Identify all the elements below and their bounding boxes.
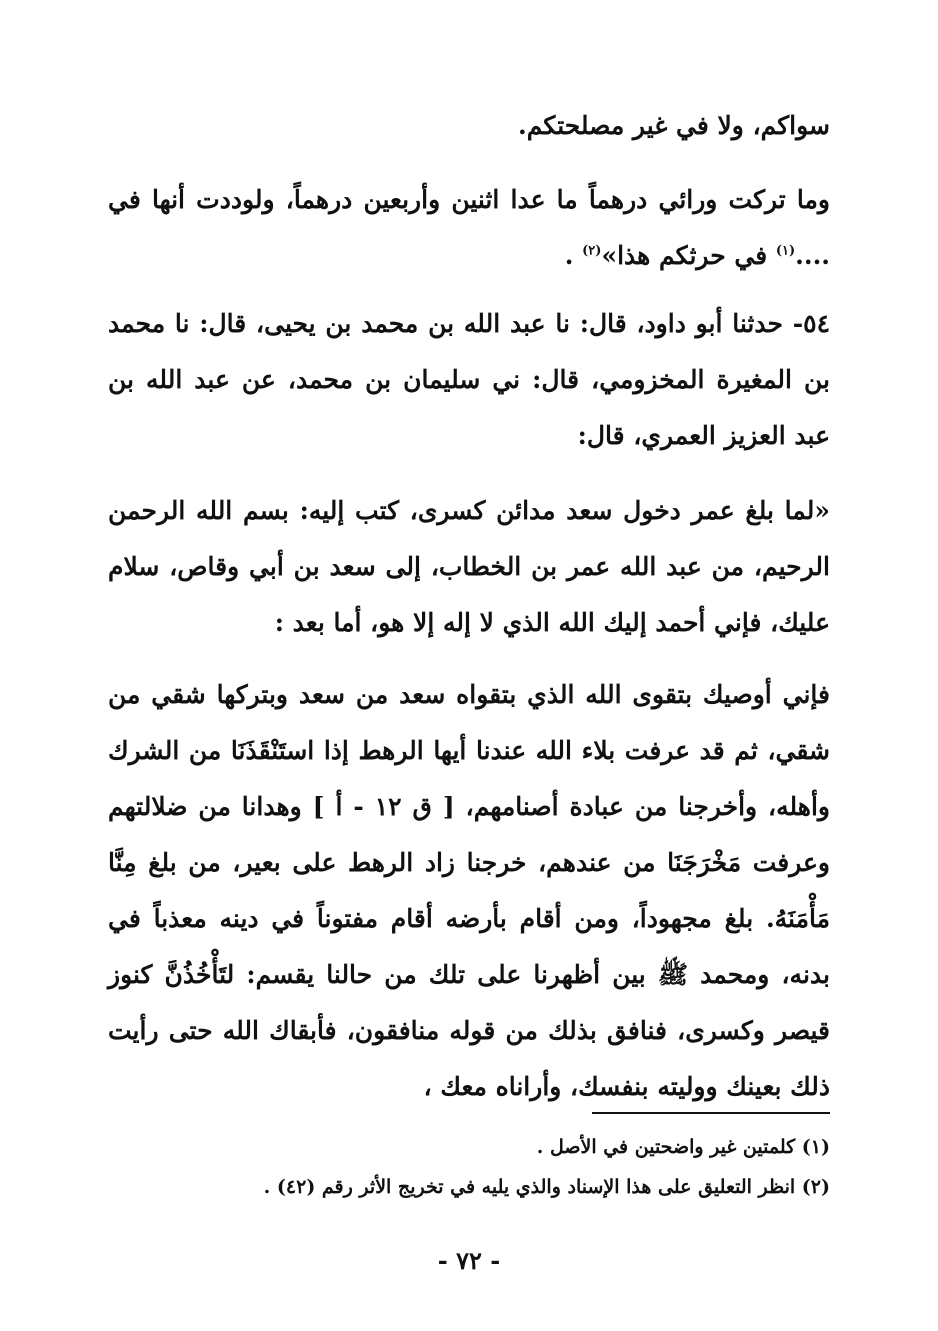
paragraph-text: فإني أوصيك بتقوى الله الذي بتقواه سعد من سعد وبتركها شقي من شقي، ثم قد عرفت بلاء الله عندنا أيها الرهط إذا استَنْقَذَنَا من الشرك وأهله، وأخرجنا من عبادة أصنامهم، [ ق ١٢ - أ ] وهدانا من ضلالتهم وعرفت مَخْرَجَنَا من عندهم، خرجنا زاد الرهط على بعير، من بلغ مِنَّا مَأْمَنَهُ. بلغ مجهوداً، ومن أقام بأرضه أقام مفتوناً في دينه معذباً في بدنه، ومحمد ﷺ بين أظهرنا على تلك من حالنا يقسم: لتَأْخُذُنَّ كنوز قيصر وكسرى، فنافق بذلك من قوله منافقون، فأبقاك الله حتى رأيت ذلك بعينك ووليته بنفسك، وأراناه معك ، xyxy=(108,680,830,1101)
paragraph-text: في حرثكم هذا» xyxy=(601,241,776,270)
paragraph-letter-opening xyxy=(108,483,830,651)
footnote-ref-1: (١) xyxy=(775,243,796,259)
page-number: - ٧٢ - xyxy=(437,1246,501,1275)
paragraph-text: . xyxy=(564,241,583,270)
footnotes xyxy=(108,1127,830,1207)
paragraph-dirhams xyxy=(108,172,830,284)
paragraph-letter-body xyxy=(108,667,830,1115)
paragraph-text: سواكم، ولا في غير مصلحتكم. xyxy=(518,111,830,140)
footnote-2: (٢) انظر التعليق على هذا الإسناد والذي يليه في تخريج الأثر رقم (٤٢) . xyxy=(263,1176,830,1198)
paragraph-isnad-54 xyxy=(108,296,830,464)
paragraph-text: وما تركت ورائي درهماً ما عدا اثنين وأربعين درهماً، ولوددت أنها في .... xyxy=(108,185,830,270)
paragraph-continuation xyxy=(108,98,830,154)
paragraph-text: ٥٤- حدثنا أبو داود، قال: نا عبد الله بن محمد بن يحيى، قال: نا محمد بن المغيرة المخزومي، قال: ني سليمان بن محمد، عن عبد الله بن عبد العزيز العمري، قال: xyxy=(108,309,830,450)
footnote-divider xyxy=(592,1112,830,1114)
footnote-1: (١) كلمتين غير واضحتين في الأصل . xyxy=(536,1136,830,1158)
footnote-ref-2: (٢) xyxy=(582,243,602,259)
paragraph-text: «لما بلغ عمر دخول سعد مدائن كسرى، كتب إليه: بسم الله الرحمن الرحيم، من عبد الله عمر بن الخطاب، إلى سعد بن أبي وقاص، سلام عليك، فإني أحمد إليك الله الذي لا إله إلا هو، أما بعد : xyxy=(108,496,830,637)
